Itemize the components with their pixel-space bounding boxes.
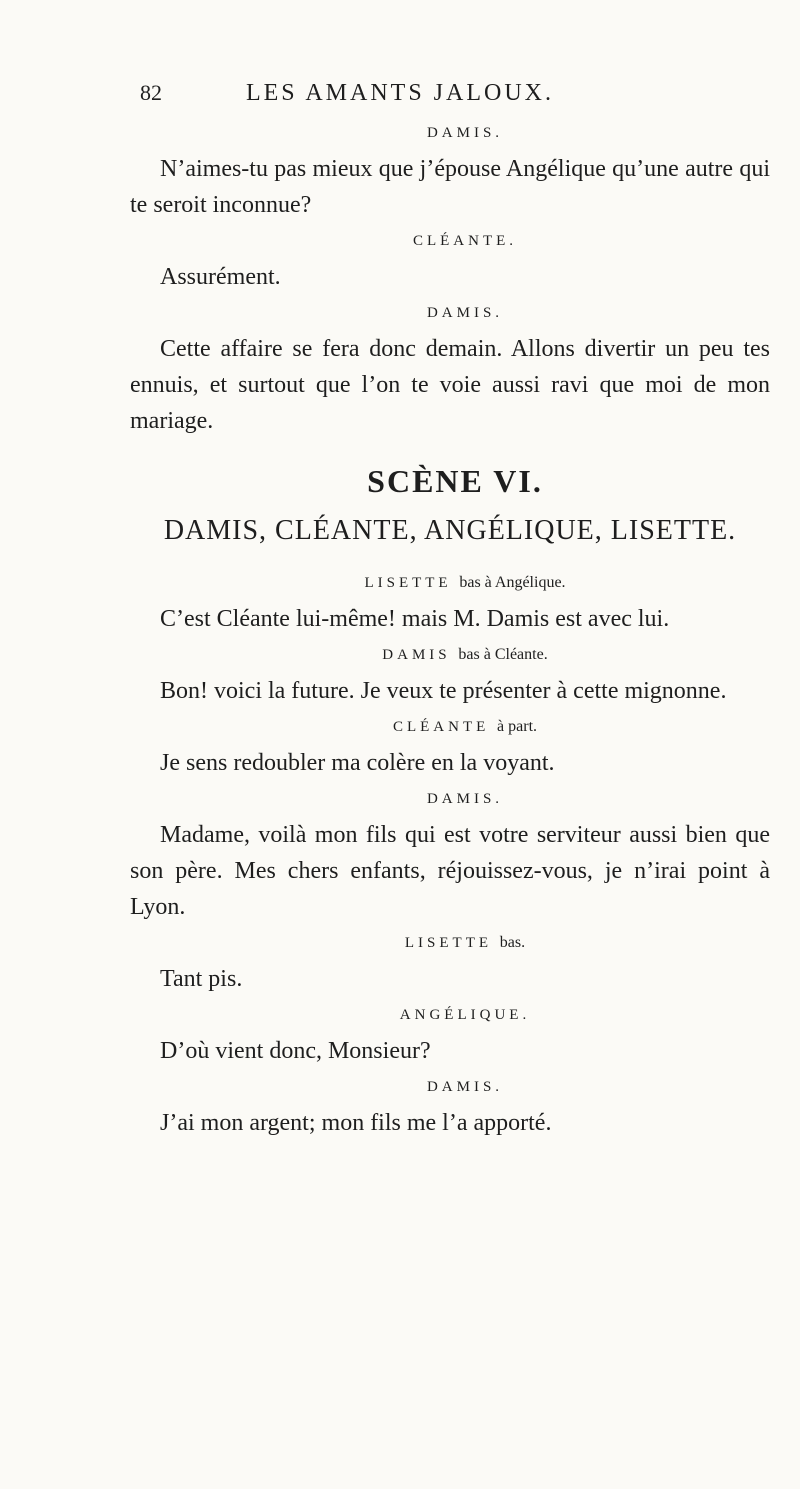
running-title: LES AMANTS JALOUX. (245, 80, 554, 106)
play-text (130, 115, 770, 1141)
page-header (0, 80, 800, 110)
dialogue-line: Bon! voici la future. Je veux te présenter à cette mignonne. (160, 678, 727, 704)
dialogue-line: Assurément. (160, 264, 281, 290)
dialogue-line: J’ai mon argent; mon fils me l’a apporté. (160, 1110, 552, 1136)
scene-characters: DAMIS, CLÉANTE, ANGÉLIQUE, LISETTE. (163, 515, 737, 546)
speaker-label (130, 709, 770, 745)
scene-heading: SCÈNE VI. (367, 463, 543, 499)
speaker-label (130, 295, 770, 331)
speaker-label (130, 115, 770, 151)
speaker-label (130, 997, 770, 1033)
speaker-label (130, 223, 770, 259)
dialogue-line: N’aimes-tu pas mieux que j’épouse Angélique qu’une autre qui te seroit inconnue? (130, 156, 770, 218)
speaker-name: DAMIS (382, 647, 451, 663)
speaker-label (130, 781, 770, 817)
dialogue-line: D’où vient donc, Monsieur? (160, 1038, 431, 1064)
speaker-name: ANGÉLIQUE. (399, 1007, 531, 1023)
speaker-name: DAMIS. (426, 791, 504, 807)
speaker-name: LISETTE (404, 935, 493, 951)
speaker-label (130, 565, 770, 601)
speaker-label (130, 925, 770, 961)
speaker-name: DAMIS. (426, 305, 504, 321)
dialogue-line: C’est Cléante lui-même! mais M. Damis est avec lui. (160, 606, 670, 632)
dialogue-line: Cette affaire se fera donc demain. Allons divertir un peu tes ennuis, et surtout que l’on te voie aussi ravi que moi de mon mariage. (130, 336, 770, 434)
speaker-label (130, 1069, 770, 1105)
speaker-name: CLÉANTE. (412, 233, 518, 249)
speaker-name: DAMIS. (426, 125, 504, 141)
speaker-name: DAMIS. (426, 1079, 504, 1095)
speaker-label (130, 637, 770, 673)
speaker-name: LISETTE (364, 575, 452, 591)
dialogue-line: Madame, voilà mon fils qui est votre serviteur aussi bien que son père. Mes chers enfants, réjouissez-vous, je n’irai point à Lyon. (130, 822, 770, 920)
page-number: 82 (140, 80, 162, 105)
speaker-name: CLÉANTE (392, 719, 490, 735)
stage-direction: bas. (499, 934, 526, 951)
stage-direction: à part. (497, 718, 538, 735)
stage-direction: bas à Angélique. (459, 574, 566, 591)
dialogue-line: Tant pis. (160, 966, 243, 992)
dialogue-line: Je sens redoubler ma colère en la voyant. (160, 750, 555, 776)
stage-direction: bas à Cléante. (458, 646, 548, 663)
